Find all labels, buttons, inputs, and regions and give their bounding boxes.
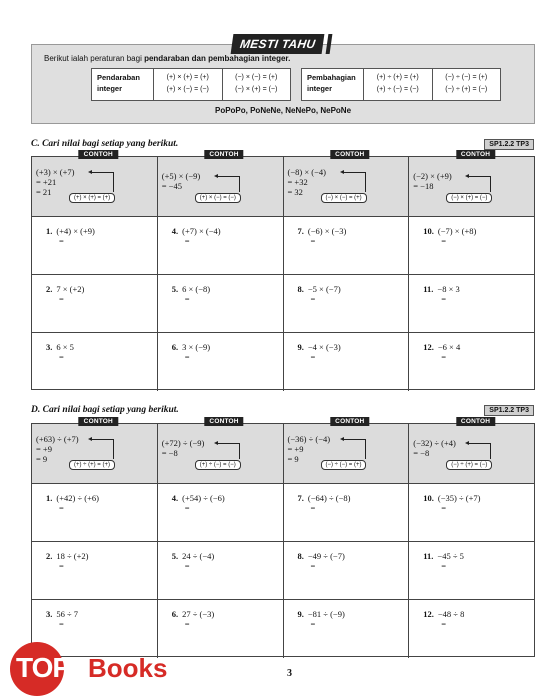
arrow-icon xyxy=(344,172,366,192)
question-number: 10. xyxy=(423,226,434,236)
question xyxy=(298,342,341,363)
question-cell[interactable] xyxy=(32,275,158,332)
question xyxy=(298,551,345,572)
example-line: (+72) ÷ (−9) xyxy=(161,438,205,448)
example-cell xyxy=(409,418,534,483)
mesti-tahu-intro xyxy=(44,54,290,63)
sign-rule-label: (−) ÷ (+) = (−) xyxy=(446,460,492,470)
example-line: = +32 xyxy=(287,177,308,187)
section-c-title: C. Cari nilai bagi setiap yang berikut. xyxy=(31,139,179,149)
example-cell xyxy=(284,418,410,483)
question xyxy=(46,551,89,572)
question-cell[interactable] xyxy=(32,333,158,391)
question-number: 4. xyxy=(171,493,179,503)
example-working xyxy=(162,438,205,458)
example-tag: CONTOH xyxy=(330,417,369,426)
example-line: = +21 xyxy=(36,177,57,187)
question-number: 12. xyxy=(423,342,434,352)
question xyxy=(298,226,347,247)
example-cell xyxy=(32,418,158,483)
example-line: (−8) × (−4) xyxy=(287,167,326,177)
rule-table-name: Pendaraban integer xyxy=(92,69,154,100)
answer-line[interactable]: = xyxy=(184,236,190,246)
answer-line[interactable]: = xyxy=(310,503,316,513)
example-working xyxy=(288,167,326,197)
question xyxy=(46,609,78,630)
answer-line[interactable]: = xyxy=(441,503,447,513)
question xyxy=(46,284,84,305)
section-d-grid xyxy=(31,418,535,657)
rule-table-multiplication xyxy=(91,68,291,101)
question-row xyxy=(32,484,534,542)
question-cell[interactable] xyxy=(409,217,534,274)
answer-line[interactable]: = xyxy=(310,352,316,362)
question-expression: −6 × 4 xyxy=(437,342,461,352)
question-expression: (+42) ÷ (+6) xyxy=(56,493,99,503)
example-tag: CONTOH xyxy=(330,150,369,159)
question xyxy=(172,551,215,572)
example-working xyxy=(36,167,74,197)
example-line: (+63) ÷ (+7) xyxy=(36,434,79,444)
example-tag: CONTOH xyxy=(79,150,118,159)
rule-column: (−) ÷ (−) = (+) (−) ÷ (+) = (−) xyxy=(445,74,488,93)
question-expression: 7 × (+2) xyxy=(56,284,85,294)
question xyxy=(172,284,210,305)
question xyxy=(423,551,464,572)
example-line: = 9 xyxy=(36,454,48,464)
sign-rule-label: (+) × (−) = (−) xyxy=(195,193,241,203)
answer-line[interactable]: = xyxy=(310,294,316,304)
answer-line[interactable]: = xyxy=(184,503,190,513)
question-expression: 6 × 5 xyxy=(56,342,74,352)
question-cell[interactable] xyxy=(409,600,534,658)
question-cell[interactable] xyxy=(284,333,410,391)
example-line: (−2) × (+9) xyxy=(413,171,452,181)
answer-line[interactable]: = xyxy=(184,294,190,304)
example-line: = −8 xyxy=(413,448,430,458)
question-cell[interactable] xyxy=(158,275,284,332)
question-number: 7. xyxy=(297,493,304,503)
intro-bold-text: pendaraban dan pembahagian integer. xyxy=(144,54,291,63)
mesti-tahu-panel xyxy=(31,44,535,124)
example-line: = 21 xyxy=(36,187,52,197)
question-cell[interactable] xyxy=(284,217,410,274)
question xyxy=(172,226,221,247)
answer-line[interactable]: = xyxy=(310,236,316,246)
answer-line[interactable]: = xyxy=(441,561,447,571)
question xyxy=(298,493,351,514)
answer-line[interactable]: = xyxy=(59,352,64,362)
question-number: 7. xyxy=(297,226,304,236)
answer-line[interactable]: = xyxy=(184,619,190,629)
question-expression: (−35) ÷ (+7) xyxy=(437,493,481,503)
question xyxy=(172,493,225,514)
question xyxy=(46,493,99,514)
answer-line[interactable]: = xyxy=(184,352,190,362)
arrow-icon xyxy=(344,439,366,459)
question-row xyxy=(32,542,534,600)
question-cell[interactable] xyxy=(284,275,410,332)
example-row xyxy=(32,418,534,484)
question-cell[interactable] xyxy=(158,217,284,274)
logo-top-text: TOP xyxy=(16,652,71,683)
question-cell[interactable] xyxy=(158,333,284,391)
question-expression: (+54) ÷ (−6) xyxy=(182,493,225,503)
question-expression: 24 ÷ (−4) xyxy=(182,551,215,561)
question-cell[interactable] xyxy=(284,484,410,541)
question-cell[interactable] xyxy=(158,484,284,541)
question xyxy=(298,284,341,305)
question-cell[interactable] xyxy=(158,542,284,599)
question-expression: −49 ÷ (−7) xyxy=(307,551,345,561)
question-expression: (+4) × (+9) xyxy=(56,226,95,236)
question-row xyxy=(32,333,534,391)
example-line: = −18 xyxy=(413,181,434,191)
question-cell[interactable] xyxy=(409,542,534,599)
question-number: 9. xyxy=(297,342,304,352)
question xyxy=(298,609,345,630)
example-tag: CONTOH xyxy=(79,417,118,426)
question xyxy=(423,284,460,305)
question-number: 5. xyxy=(171,551,179,561)
question-expression: 6 × (−8) xyxy=(182,284,211,294)
question-expression: 27 ÷ (−3) xyxy=(182,609,215,619)
question-row xyxy=(32,217,534,275)
question-expression: (−6) × (−3) xyxy=(307,226,347,236)
example-cell xyxy=(409,151,534,216)
arrow-icon xyxy=(218,176,240,192)
question-expression: −5 × (−7) xyxy=(307,284,341,294)
arrow-icon xyxy=(218,443,240,459)
intro-text: Berikut ialah peraturan bagi xyxy=(44,54,145,63)
question-number: 3. xyxy=(46,342,53,352)
question-cell[interactable] xyxy=(32,217,158,274)
example-row xyxy=(32,151,534,217)
question-expression: −8 × 3 xyxy=(437,284,460,294)
question-number: 3. xyxy=(46,609,53,619)
question-number: 9. xyxy=(297,609,304,619)
page-number: 3 xyxy=(287,668,292,679)
example-line: = +9 xyxy=(36,444,52,454)
logo-books-text: Books xyxy=(88,653,168,683)
answer-line[interactable]: = xyxy=(441,236,447,246)
question-number: 12. xyxy=(423,609,434,619)
question xyxy=(423,609,464,630)
example-working xyxy=(413,171,451,191)
sign-rule-label: (+) ÷ (−) = (−) xyxy=(195,460,241,470)
example-tag: CONTOH xyxy=(456,150,495,159)
question-number: 2. xyxy=(46,284,53,294)
answer-line[interactable]: = xyxy=(59,561,64,571)
question-number: 8. xyxy=(297,284,304,294)
question-expression: (−7) × (+8) xyxy=(437,226,477,236)
question xyxy=(172,609,215,630)
example-line: (−36) ÷ (−4) xyxy=(287,434,331,444)
question-number: 1. xyxy=(46,493,53,503)
example-line: = 9 xyxy=(287,454,299,464)
example-cell xyxy=(32,151,158,216)
question xyxy=(423,342,460,363)
sign-rule-label: (−) × (−) = (+) xyxy=(321,193,367,203)
question-cell[interactable] xyxy=(409,275,534,332)
answer-line[interactable]: = xyxy=(310,619,316,629)
question-expression: 18 ÷ (+2) xyxy=(56,551,89,561)
question-expression: (−64) ÷ (−8) xyxy=(307,493,351,503)
sign-rule-label: (+) × (+) = (+) xyxy=(69,193,115,203)
question-number: 10. xyxy=(423,493,434,503)
arrow-icon xyxy=(92,439,114,459)
sign-rule-label: (−) × (+) = (−) xyxy=(446,193,492,203)
rule-column: (−) × (−) = (+) (−) × (+) = (−) xyxy=(235,74,278,93)
question-expression: −4 × (−3) xyxy=(307,342,341,352)
question-cell[interactable] xyxy=(409,484,534,541)
rule-table-division xyxy=(301,68,501,101)
topbooks-logo xyxy=(10,642,190,694)
question-cell[interactable] xyxy=(32,542,158,599)
question-expression: −48 ÷ 8 xyxy=(437,609,465,619)
mnemonic: PoPoPo, PoNeNe, NeNePo, NePoNe xyxy=(214,106,352,115)
example-line: = +9 xyxy=(287,444,304,454)
example-line: (+5) × (−9) xyxy=(161,171,201,181)
answer-line[interactable]: = xyxy=(59,294,64,304)
rule-column: (+) × (+) = (+) (+) × (−) = (−) xyxy=(154,69,223,100)
rule-column: (+) ÷ (+) = (+) (+) ÷ (−) = (−) xyxy=(364,69,433,100)
sign-rule-label: (+) ÷ (+) = (+) xyxy=(69,460,115,470)
example-working xyxy=(413,438,456,458)
question-number: 6. xyxy=(171,609,179,619)
answer-line[interactable]: = xyxy=(184,561,190,571)
example-cell xyxy=(158,151,284,216)
question-row xyxy=(32,275,534,333)
answer-line[interactable]: = xyxy=(59,503,64,513)
answer-line[interactable]: = xyxy=(441,619,447,629)
example-cell xyxy=(158,418,284,483)
question xyxy=(423,493,480,514)
example-working xyxy=(162,171,200,191)
question-expression: 3 × (−9) xyxy=(182,342,211,352)
question xyxy=(46,226,95,247)
arrow-icon xyxy=(469,176,491,192)
question-expression: 56 ÷ 7 xyxy=(56,609,79,619)
question-expression: −45 ÷ 5 xyxy=(437,551,464,561)
question xyxy=(46,342,74,363)
answer-line[interactable]: = xyxy=(441,352,447,362)
arrow-icon xyxy=(469,443,491,459)
rule-table-name: Pembahagian integer xyxy=(302,69,364,100)
question xyxy=(423,226,476,247)
question-number: 11. xyxy=(423,551,434,561)
arrow-icon xyxy=(92,172,114,192)
example-line: = −8 xyxy=(161,448,178,458)
question-number: 11. xyxy=(423,284,434,294)
example-tag: CONTOH xyxy=(204,150,243,159)
question-number: 8. xyxy=(297,551,304,561)
question xyxy=(172,342,210,363)
section-d-title: D. Cari nilai bagi setiap yang berikut. xyxy=(31,405,179,415)
example-tag: CONTOH xyxy=(204,417,243,426)
mesti-tahu-banner: MESTI TAHU xyxy=(231,34,325,54)
sign-rule-label: (−) ÷ (−) = (+) xyxy=(321,460,367,470)
answer-line[interactable]: = xyxy=(310,561,316,571)
example-cell xyxy=(284,151,410,216)
question-cell[interactable] xyxy=(284,542,410,599)
question-number: 5. xyxy=(171,284,179,294)
section-c-badge: SP1.2.2 TP3 xyxy=(484,139,534,150)
answer-line[interactable]: = xyxy=(59,236,64,246)
answer-line[interactable]: = xyxy=(441,294,447,304)
question-cell[interactable] xyxy=(284,600,410,658)
question-cell[interactable] xyxy=(32,484,158,541)
example-line: = 32 xyxy=(287,187,303,197)
question-number: 4. xyxy=(171,226,179,236)
question-number: 2. xyxy=(46,551,53,561)
example-tag: CONTOH xyxy=(456,417,495,426)
example-line: (−32) ÷ (+4) xyxy=(413,438,456,448)
answer-line[interactable]: = xyxy=(59,619,64,629)
section-c-grid xyxy=(31,151,535,390)
section-d-badge: SP1.2.2 TP3 xyxy=(484,405,534,416)
question-cell[interactable] xyxy=(409,333,534,391)
question-number: 1. xyxy=(46,226,53,236)
question-expression: (+7) × (−4) xyxy=(182,226,221,236)
question-expression: −81 ÷ (−9) xyxy=(307,609,345,619)
example-line: (+3) × (+7) xyxy=(36,167,75,177)
example-line: = −45 xyxy=(161,181,182,191)
question-number: 6. xyxy=(171,342,179,352)
